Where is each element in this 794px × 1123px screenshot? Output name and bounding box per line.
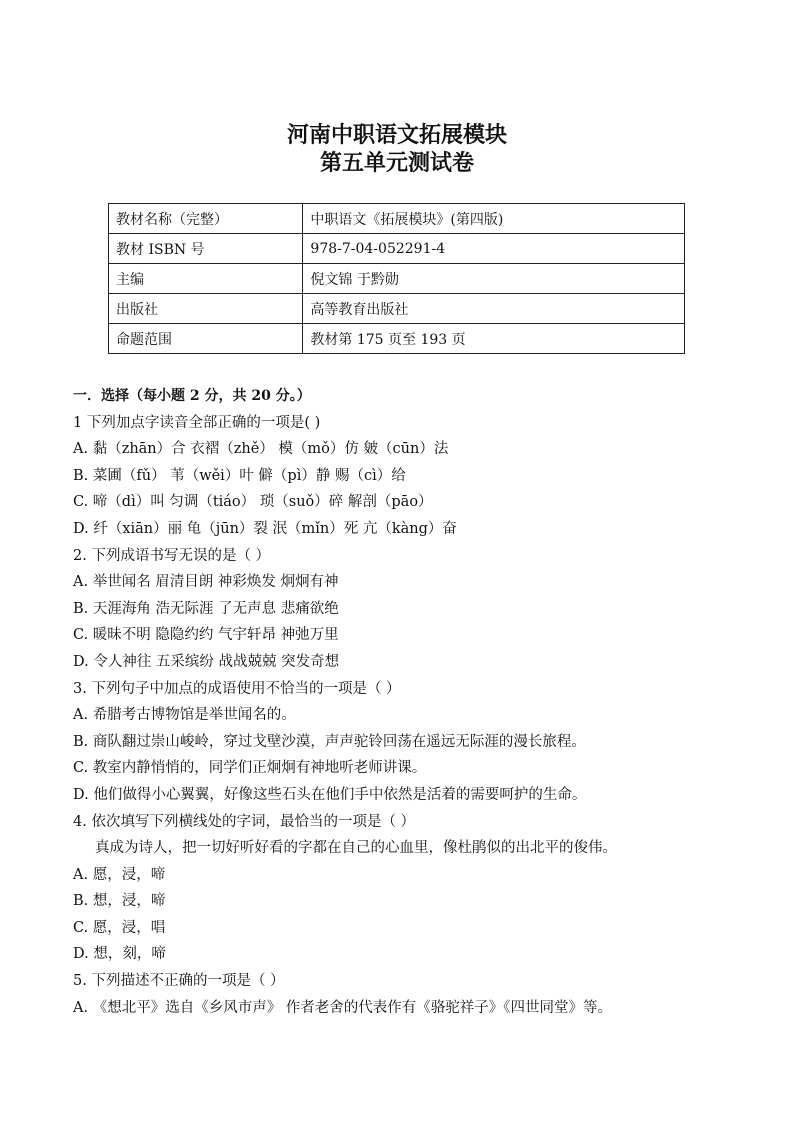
question-option: A. 愿，浸，啼 bbox=[73, 866, 166, 883]
table-value-cell: 978-7-04-052291-4 bbox=[303, 234, 685, 264]
question-stem: 4. 依次填写下列横线处的字词，最恰当的一项是（ ） bbox=[73, 813, 416, 830]
table-row bbox=[109, 264, 685, 294]
document-title: 河南中职语文拓展模块 bbox=[286, 122, 507, 148]
document-subtitle: 第五单元测试卷 bbox=[319, 150, 474, 176]
table-label-cell: 教材 ISBN 号 bbox=[109, 234, 303, 264]
table-row bbox=[109, 294, 685, 324]
table-row bbox=[109, 234, 685, 264]
table-value-cell: 中职语文《拓展模块》(第四版) bbox=[303, 204, 685, 234]
table-row bbox=[109, 324, 685, 354]
question-option: C. 教室内静悄悄的，同学们正炯炯有神地听老师讲课。 bbox=[73, 760, 427, 777]
table-label-cell: 教材名称（完整） bbox=[109, 204, 303, 234]
question-option: B. 商队翻过崇山峻岭，穿过戈壁沙漠，声声驼铃回荡在遥远无际涯的漫长旅程。 bbox=[73, 733, 586, 750]
table-value-cell: 倪文锦 于黔勋 bbox=[303, 264, 685, 294]
question-passage: 真成为诗人，把一切好听好看的字都在自己的心血里，像杜鹃似的出北平的俊伟。 bbox=[95, 840, 617, 857]
section-heading: 一．选择（每小题 2 分，共 20 分。） bbox=[73, 388, 311, 404]
question-option: B. 菜圃（fǔ） 苇（wěi）叶 僻（pì）静 赐（cì）给 bbox=[73, 467, 406, 484]
question-option: A. 举世闻名 眉清目朗 神彩焕发 炯炯有神 bbox=[73, 574, 339, 591]
question-option: D. 想，刻，啼 bbox=[73, 946, 166, 963]
question-option: A. 《想北平》选自《乡风市声》 作者老舍的代表作有《骆驼祥子》《四世同堂》等。 bbox=[73, 999, 613, 1016]
question-option: C. 愿，浸，唱 bbox=[73, 919, 166, 936]
question-option: B. 想，浸，啼 bbox=[73, 893, 166, 910]
table-label-cell: 出版社 bbox=[109, 294, 303, 324]
table-value-cell: 高等教育出版社 bbox=[303, 294, 685, 324]
textbook-info-table bbox=[108, 203, 685, 354]
question-option: D. 纤（xiān）丽 龟（jūn）裂 泯（mǐn）死 亢（kàng）奋 bbox=[73, 520, 457, 537]
question-option: D. 他们做得小心翼翼，好像这些石头在他们手中依然是活着的需要呵护的生命。 bbox=[73, 786, 587, 803]
question-option: C. 暖昧不明 隐隐约约 气宇轩昂 神弛万里 bbox=[73, 627, 339, 644]
table-label-cell: 命题范围 bbox=[109, 324, 303, 354]
question-option: A. 黏（zhān）合 衣褶（zhě） 模（mǒ）仿 皴（cūn）法 bbox=[73, 441, 449, 458]
question-option: C. 啼（dì）叫 匀调（tiáo） 琐（suǒ）碎 解剖（pāo） bbox=[73, 494, 433, 511]
question-option: A. 希腊考古博物馆是举世闻名的。 bbox=[73, 707, 296, 724]
question-option: B. 天涯海角 浩无际涯 了无声息 悲痛欲绝 bbox=[73, 600, 339, 617]
question-stem: 1 下列加点字读音全部正确的一项是( ) bbox=[73, 414, 321, 431]
table-row bbox=[109, 204, 685, 234]
question-stem: 2. 下列成语书写无误的是（ ） bbox=[73, 547, 271, 564]
question-stem: 5. 下列描述不正确的一项是（ ） bbox=[73, 973, 285, 990]
table-value-cell: 教材第 175 页至 193 页 bbox=[303, 324, 685, 354]
table-label-cell: 主编 bbox=[109, 264, 303, 294]
exam-content bbox=[73, 383, 723, 1021]
question-stem: 3. 下列句子中加点的成语使用不恰当的一项是（ ） bbox=[73, 680, 401, 697]
question-option: D. 令人神往 五采缤纷 战战兢兢 突发奇想 bbox=[73, 653, 340, 670]
